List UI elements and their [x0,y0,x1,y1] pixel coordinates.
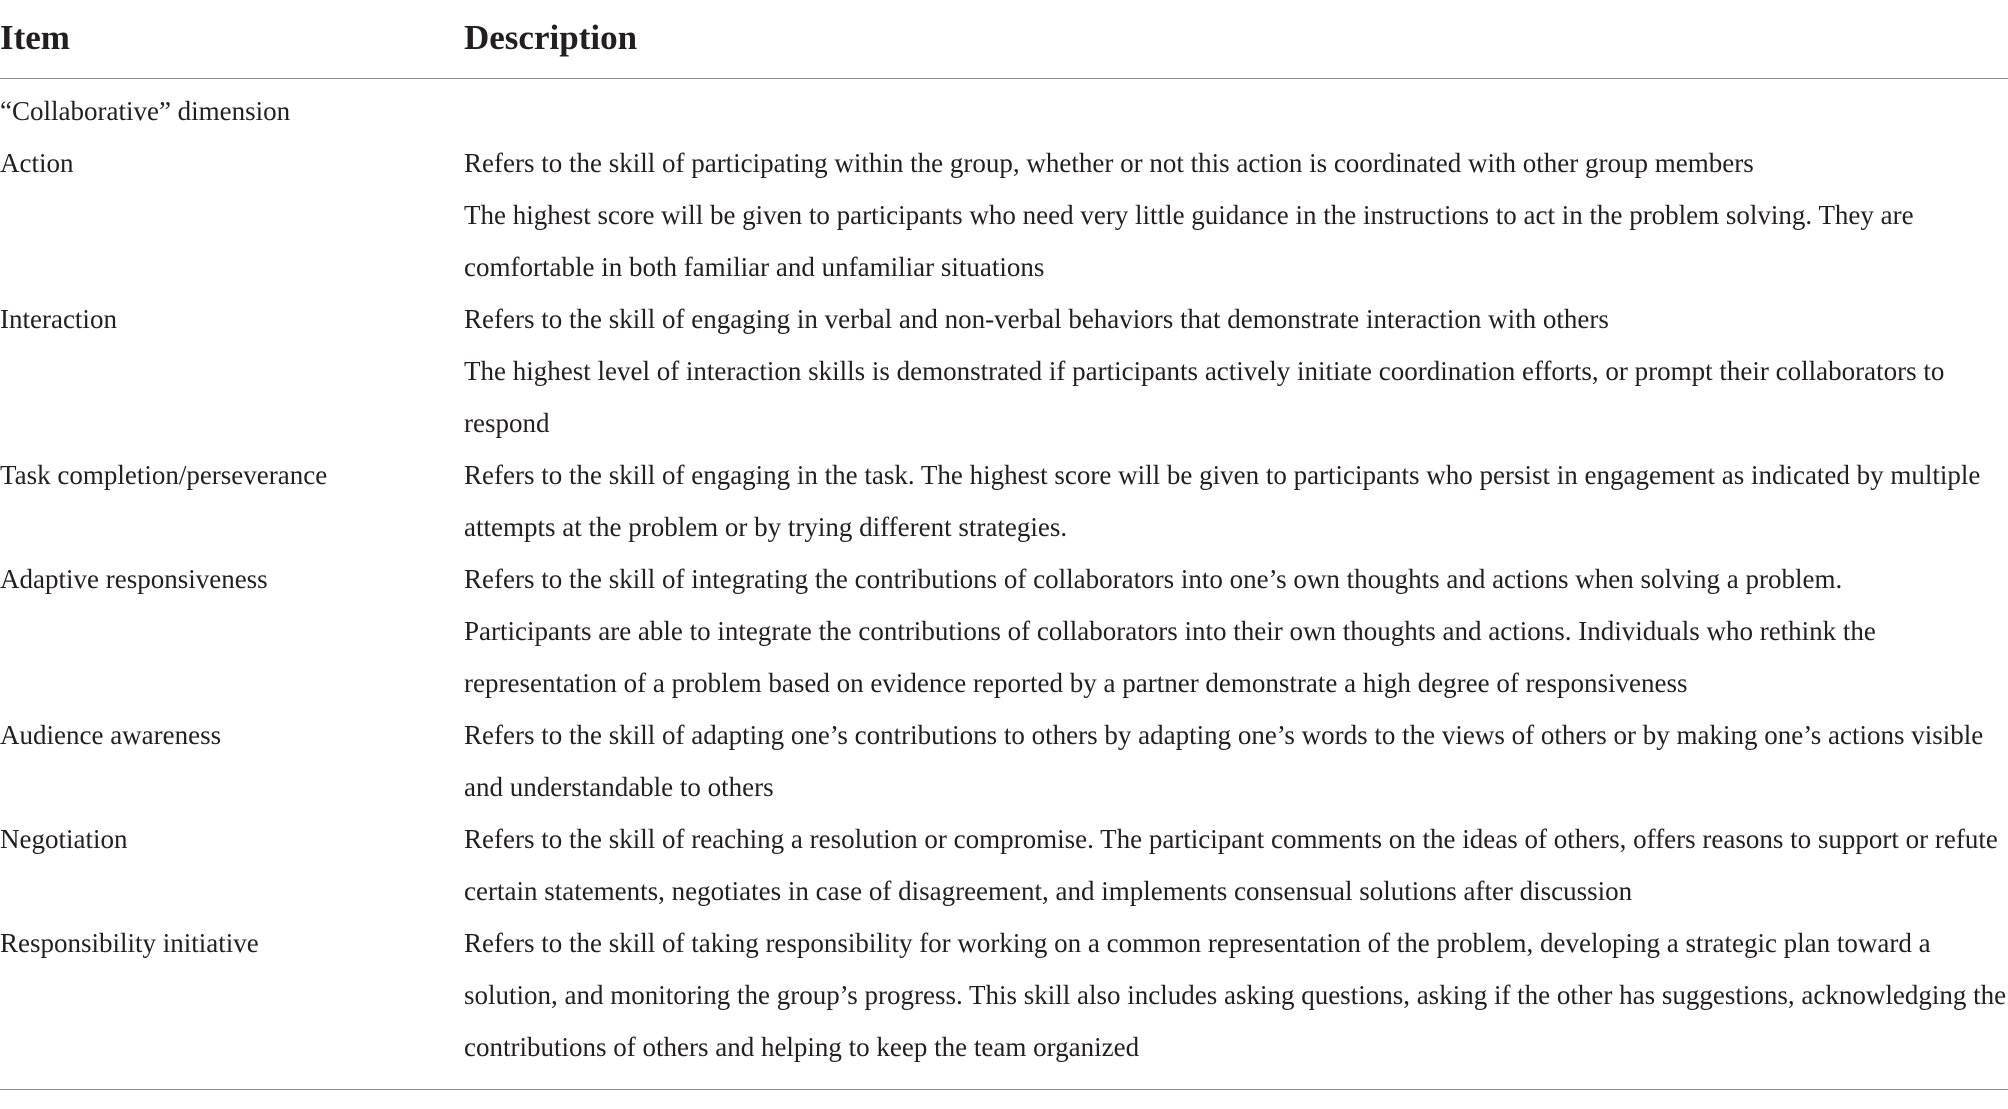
table-row [0,813,2008,917]
table-row [0,137,2008,293]
description-cell [464,137,2008,293]
section-title: “Collaborative” dimension [0,96,291,126]
description-cell [464,917,2008,1073]
column-header-item: Item [0,0,464,79]
item-cell: Audience awareness [0,720,222,750]
item-cell: Task completion/perseverance [0,460,328,490]
description-cell [464,813,2008,917]
section-spacer [464,79,2008,138]
table-header [0,0,2008,79]
table-body [0,79,2008,1074]
description-paragraph: Refers to the skill of engaging in the task. The highest score will be given to participants who persist in engagement as indicated by multiple attempts at the problem or by trying different strategies. [464,460,1981,542]
column-header-description: Description [464,0,2008,79]
description-cell [464,553,2008,709]
item-cell: Interaction [0,304,117,334]
table-row [0,553,2008,709]
table-bottom-rule [0,1089,2008,1090]
description-paragraph: Refers to the skill of participating within the group, whether or not this action is coordinated with other group members [464,148,1754,178]
description-paragraph: Participants are able to integrate the contributions of collaborators into their own thoughts and actions. Individuals who rethink the representation of a problem based on evidence reported by a partner demonstrate a high degree of responsiveness [464,616,1876,698]
description-cell [464,709,2008,813]
description-paragraph: Refers to the skill of reaching a resolution or compromise. The participant comments on the ideas of others, offers reasons to support or refute certain statements, negotiates in case of disagreement, and implements consensual solutions after discussion [464,824,1998,906]
item-cell: Responsibility initiative [0,928,259,958]
item-cell: Negotiation [0,824,128,854]
description-paragraph: Refers to the skill of adapting one’s contributions to others by adapting one’s words to the views of others or by making one’s actions visible and understandable to others [464,720,1984,802]
description-paragraph: Refers to the skill of engaging in verbal and non-verbal behaviors that demonstrate interaction with others [464,304,1609,334]
description-cell [464,449,2008,553]
section-row [0,79,2008,138]
item-cell: Action [0,148,74,178]
description-paragraph: Refers to the skill of taking responsibility for working on a common representation of the problem, developing a strategic plan toward a solution, and monitoring the group’s progress. This skill also includes asking questions, asking if the other has suggestions, acknowledging the contributions of others and helping to keep the team organized [464,928,2007,1062]
header-row [0,0,2008,79]
description-paragraph: The highest score will be given to participants who need very little guidance in the instructions to act in the problem solving. They are comfortable in both familiar and unfamiliar situations [464,200,1914,282]
description-paragraph: The highest level of interaction skills is demonstrated if participants actively initiate coordination efforts, or prompt their collaborators to respond [464,356,1945,438]
description-paragraph: Refers to the skill of integrating the contributions of collaborators into one’s own thoughts and actions when solving a problem. [464,564,1843,594]
table-row [0,917,2008,1073]
description-cell [464,293,2008,449]
item-cell: Adaptive responsiveness [0,564,268,594]
table-row [0,293,2008,449]
table-row [0,709,2008,813]
table-row [0,449,2008,553]
